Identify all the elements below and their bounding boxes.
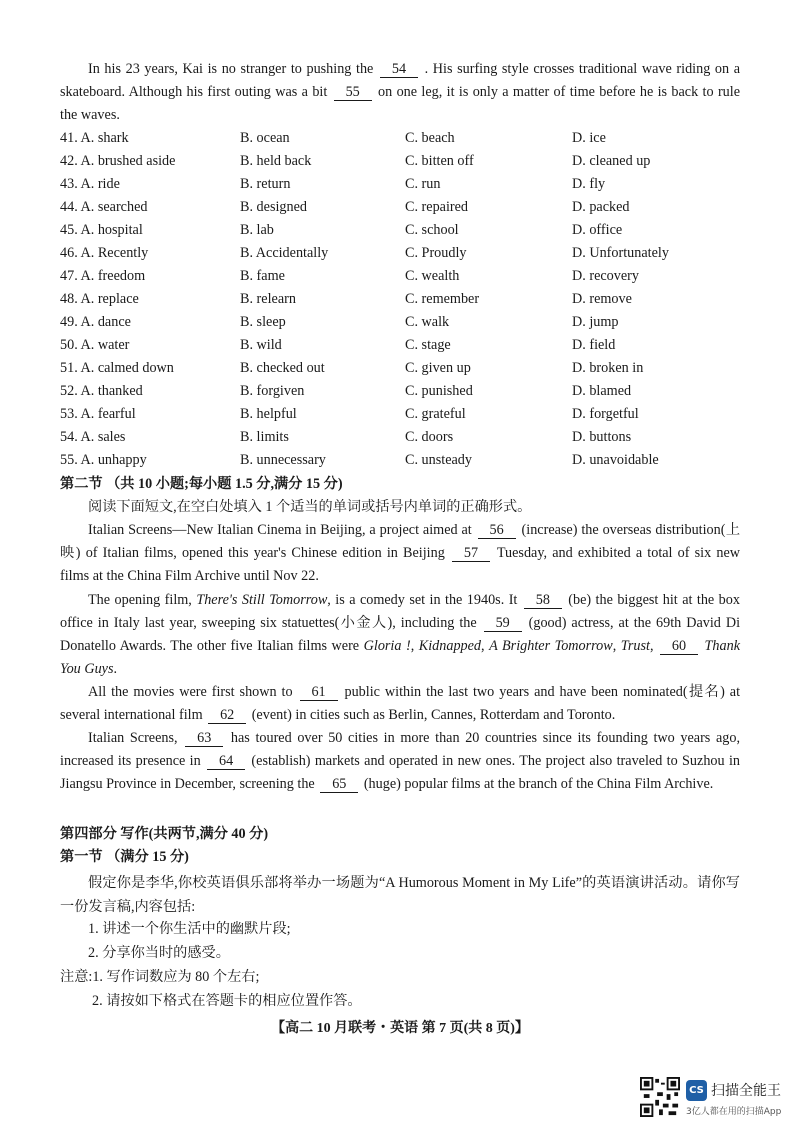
- option-a: 42. A. brushed aside: [60, 153, 176, 169]
- separator: ,: [612, 638, 617, 654]
- option-d: D. office: [572, 222, 623, 238]
- option-b: B. forgiven: [240, 383, 305, 399]
- camscanner-logo: CS: [686, 1080, 707, 1101]
- passage-text: In his 23 years, Kai is no stranger to pushing the: [88, 61, 374, 77]
- option-c: C. repaired: [405, 199, 469, 215]
- option-a: 52. A. thanked: [60, 383, 143, 399]
- option-a: 44. A. searched: [60, 199, 148, 215]
- option-b: B. helpful: [240, 406, 297, 422]
- option-b: B. relearn: [240, 291, 296, 307]
- blank-57: 57: [452, 546, 490, 562]
- film-title: Kidnapped: [418, 638, 482, 654]
- grammar-paragraph-4: [60, 727, 740, 796]
- option-row-48: [60, 288, 760, 311]
- blank-54: 54: [380, 62, 418, 78]
- option-b: B. checked out: [240, 360, 325, 376]
- option-row-45: [60, 219, 760, 242]
- option-b: B. fame: [240, 268, 285, 284]
- option-a: 51. A. calmed down: [60, 360, 174, 376]
- part-4-subsection: 第一节 （满分 15 分): [60, 849, 189, 865]
- option-d: D. fly: [572, 176, 606, 192]
- passage-text: public within the last two years and have been nominated(提名) at several international film: [60, 684, 741, 723]
- option-d: D. recovery: [572, 268, 639, 284]
- option-d: D. Unfortunately: [572, 245, 669, 261]
- option-b: B. return: [240, 176, 291, 192]
- blank-61: 61: [300, 685, 338, 701]
- passage-text: (huge) popular films at the branch of the China Film Archive.: [363, 776, 714, 792]
- qr-code-icon: [640, 1077, 680, 1117]
- option-c: C. Proudly: [405, 245, 467, 261]
- option-d: D. ice: [572, 130, 606, 146]
- option-d: D. broken in: [572, 360, 644, 376]
- option-c: C. wealth: [405, 268, 460, 284]
- option-c: C. beach: [405, 130, 455, 146]
- option-a: 47. A. freedom: [60, 268, 146, 284]
- option-c: C. school: [405, 222, 459, 238]
- scanner-app-name: 扫描全能王: [711, 1083, 781, 1099]
- grammar-paragraph-3: [60, 681, 740, 727]
- option-row-49: [60, 311, 760, 334]
- option-b: B. held back: [240, 153, 312, 169]
- option-b: B. sleep: [240, 314, 286, 330]
- writing-prompt: [60, 871, 740, 919]
- prompt-text: 假定你是李华,你校英语俱乐部将举办一场题为“A Humorous Moment in My Life”的英语演讲活动。请你写一份发言稿,内容包括:: [60, 875, 740, 915]
- blank-63: 63: [185, 731, 223, 747]
- passage-text: on one leg, it is only a matter of time before he is back to rule the waves.: [60, 84, 741, 123]
- option-a: 41. A. shark: [60, 130, 129, 146]
- film-title: Gloria !: [363, 638, 411, 654]
- section-2-instruction: 阅读下面短文,在空白处填入 1 个适当的单词或括号内单词的正确形式。: [88, 499, 532, 515]
- blank-56: 56: [478, 523, 516, 539]
- option-row-51: [60, 357, 760, 380]
- passage-text: (event) in cities such as Berlin, Cannes, Rotterdam and Toronto.: [251, 707, 616, 723]
- option-d: D. unavoidable: [572, 452, 659, 468]
- option-d: D. blamed: [572, 383, 632, 399]
- film-title: Thank You Guys: [60, 638, 740, 677]
- option-b: B. unnecessary: [240, 452, 326, 468]
- option-c: C. punished: [405, 383, 473, 399]
- option-c: C. given up: [405, 360, 471, 376]
- passage-text: (be) the biggest hit at the box office in Italy last year, sweeping six statuettes(小金人), including the: [60, 592, 740, 631]
- section-2-title: 第二节 （共 10 小题;每小题 1.5 分,满分 15 分): [60, 476, 343, 492]
- separator: .: [113, 661, 118, 677]
- option-d: D. field: [572, 337, 616, 353]
- grammar-paragraph-2: [60, 589, 740, 681]
- part-4-title: 第四部分 写作(共两节,满分 40 分): [60, 826, 269, 842]
- option-a: 46. A. Recently: [60, 245, 149, 261]
- option-a: 43. A. ride: [60, 176, 120, 192]
- option-row-46: [60, 242, 760, 265]
- option-c: C. remember: [405, 291, 480, 307]
- option-a: 54. A. sales: [60, 429, 126, 445]
- blank-64: 64: [207, 754, 245, 770]
- option-b: B. designed: [240, 199, 307, 215]
- passage-text: Tuesday, and exhibited a total of six new films at the China Film Archive until Nov 22.: [60, 545, 740, 584]
- separator: ,: [481, 638, 485, 654]
- film-title: Trust: [620, 638, 650, 654]
- option-c: C. doors: [405, 429, 454, 445]
- passage-text: (good) actress, at the 69th David Di Donatello Awards. The other five Italian films were: [60, 615, 741, 654]
- option-d: D. buttons: [572, 429, 632, 445]
- option-c: C. run: [405, 176, 441, 192]
- option-row-53: [60, 403, 760, 426]
- scanner-tagline: 3亿人都在用的扫描App: [686, 1107, 782, 1117]
- passage-text: has toured over 50 cities in more than 20 countries since its founding two years ago, increased its presence in: [60, 730, 740, 769]
- passage-text: All the movies were first shown to: [88, 684, 293, 700]
- passage-text: , is a comedy set in the 1940s. It: [327, 592, 518, 608]
- requirement-1: 1. 讲述一个你生活中的幽默片段;: [88, 921, 291, 937]
- passage-text: (increase) the overseas distribution(上映) of Italian films, opened this year's Chinese edition in Beijing: [60, 522, 741, 561]
- option-b: B. limits: [240, 429, 289, 445]
- passage-text: . His surfing style crosses traditional wave riding on a skateboard. Although his first outing was a bit: [60, 61, 741, 100]
- grammar-paragraph-1: [60, 519, 740, 588]
- option-d: D. jump: [572, 314, 619, 330]
- passage-text: The opening film,: [88, 592, 192, 608]
- cloze-passage-ending: [60, 58, 740, 127]
- film-title: A Brighter Tomorrow: [489, 638, 613, 654]
- option-a: 45. A. hospital: [60, 222, 143, 238]
- separator: ,: [410, 638, 415, 654]
- blank-65: 65: [320, 777, 358, 793]
- option-d: D. packed: [572, 199, 630, 215]
- option-c: C. bitten off: [405, 153, 474, 169]
- option-c: C. grateful: [405, 406, 466, 422]
- option-row-42: [60, 150, 760, 173]
- passage-text: Italian Screens,: [88, 730, 178, 746]
- option-b: B. ocean: [240, 130, 290, 146]
- blank-60: 60: [660, 639, 698, 655]
- option-d: D. remove: [572, 291, 632, 307]
- option-c: C. unsteady: [405, 452, 472, 468]
- option-d: D. forgetful: [572, 406, 639, 422]
- note-2: 2. 请按如下格式在答题卡的相应位置作答。: [92, 993, 362, 1009]
- option-a: 49. A. dance: [60, 314, 131, 330]
- option-c: C. walk: [405, 314, 450, 330]
- option-a: 55. A. unhappy: [60, 452, 147, 468]
- option-d: D. cleaned up: [572, 153, 651, 169]
- option-row-50: [60, 334, 760, 357]
- separator: ,: [649, 638, 654, 654]
- blank-62: 62: [208, 708, 246, 724]
- option-row-55: [60, 449, 760, 472]
- blank-58: 58: [524, 593, 562, 609]
- option-row-54: [60, 426, 760, 449]
- option-a: 48. A. replace: [60, 291, 139, 307]
- option-row-43: [60, 173, 760, 196]
- option-row-47: [60, 265, 760, 288]
- page-footer: 【高二 10 月联考・英语 第 7 页(共 8 页)】: [271, 1021, 529, 1036]
- option-row-41: [60, 127, 760, 150]
- option-row-52: [60, 380, 760, 403]
- option-b: B. wild: [240, 337, 282, 353]
- option-a: 50. A. water: [60, 337, 130, 353]
- requirement-2: 2. 分享你当时的感受。: [88, 945, 230, 961]
- option-b: B. Accidentally: [240, 245, 329, 261]
- blank-59: 59: [484, 616, 522, 632]
- option-b: B. lab: [240, 222, 274, 238]
- option-a: 53. A. fearful: [60, 406, 136, 422]
- blank-55: 55: [334, 85, 372, 101]
- film-title: There's Still Tomorrow: [196, 592, 328, 608]
- passage-text: (establish) markets and operated in new ones. The project also traveled to Suzhou in Jiangsu Province in December, screening the: [60, 753, 740, 792]
- option-c: C. stage: [405, 337, 451, 353]
- passage-text: Italian Screens—New Italian Cinema in Beijing, a project aimed at: [88, 522, 472, 538]
- note-1: 注意:1. 写作词数应为 80 个左右;: [60, 969, 260, 985]
- option-row-44: [60, 196, 760, 219]
